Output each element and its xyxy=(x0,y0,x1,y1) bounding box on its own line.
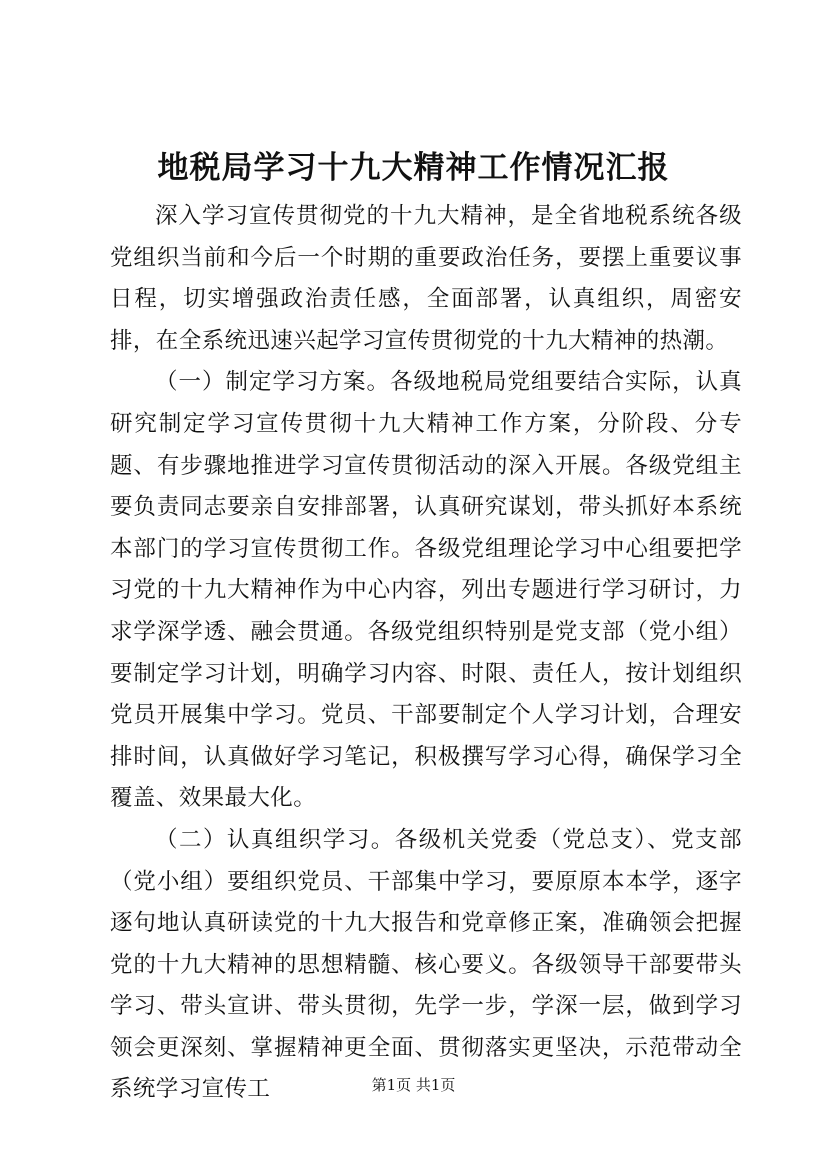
paragraph-section-2: （二）认真组织学习。各级机关党委（党总支）、党支部（党小组）要组织党员、干部集中学习，要原原本本学，逐字逐句地认真研读党的十九大报告和党章修正案，准确领会把握党的十九大精神的思想精髓、核心要义。各级领导干部要带头学习、带头宣讲、带头贯彻，先学一步，学深一层，做到学习领会更深刻、掌握精神更全面、贯彻落实更坚决，示范带动全系统学习宣传工 xyxy=(110,826,742,1103)
paragraph-intro: 深入学习宣传贯彻党的十九大精神，是全省地税系统各级党组织当前和今后一个时期的重要政治任务，要摆上重要议事日程，切实增强政治责任感，全面部署，认真组织，周密安排，在全系统迅速兴起学习宣传贯彻党的十九大精神的热潮。 xyxy=(110,203,742,354)
paragraph-section-1: （一）制定学习方案。各级地税局党组要结合实际，认真研究制定学习宣传贯彻十九大精神工作方案，分阶段、分专题、有步骤地推进学习宣传贯彻活动的深入开展。各级党组主要负责同志要亲自安排部署，认真研究谋划，带头抓好本系统本部门的学习宣传贯彻工作。各级党组理论学习中心组要把学习党的十九大精神作为中心内容，列出专题进行学习研讨，力求学深学透、融会贯通。各级党组织特别是党支部（党小组）要制定学习计划，明确学习内容、时限、责任人，按计划组织党员开展集中学习。党员、干部要制定个人学习计划，合理安排时间，认真做好学习笔记，积极撰写学习心得，确保学习全覆盖、效果最大化。 xyxy=(110,369,742,812)
page-footer: 第1页 共1页 xyxy=(371,1076,456,1094)
document-title: 地税局学习十九大精神工作情况汇报 xyxy=(157,150,670,186)
document-body xyxy=(110,196,742,1111)
